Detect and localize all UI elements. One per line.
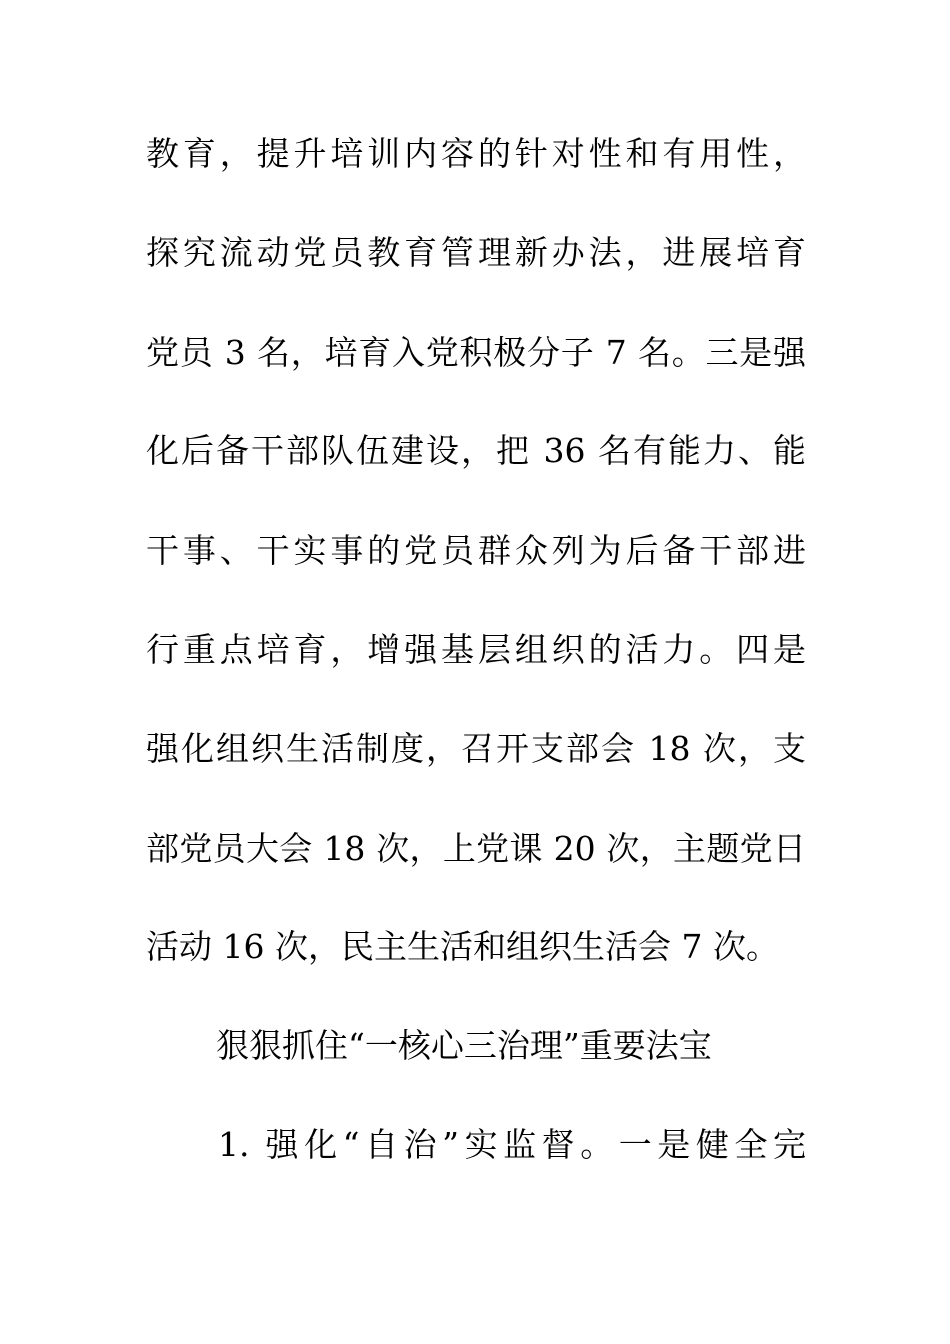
text-line: 行重点培育，增强基层组织的活力。四是 [146, 630, 806, 669]
text-line: 部党员大会 18 次，上党课 20 次，主题党日 [146, 829, 806, 868]
text-line: 党员 3 名，培育入党积极分子 7 名。三是强 [146, 333, 806, 372]
text-line: 探究流动党员教育管理新办法，进展培育 [146, 233, 806, 272]
text-line: 强化组织生活制度，召开支部会 18 次，支 [146, 729, 806, 768]
text-line: 化后备干部队伍建设，把 36 名有能力、能 [146, 431, 806, 470]
list-item-text: 1. 强化“自治”实监督。一是健全完 [218, 1125, 806, 1164]
text-line: 干事、干实事的党员群众列为后备干部进 [146, 531, 806, 570]
text-line: 教育，提升培训内容的针对性和有用性， [146, 134, 806, 173]
text-line: 活动 16 次，民主生活和组织生活会 7 次。 [146, 927, 779, 966]
section-heading: 狠狠抓住“一核心三治理”重要法宝 [216, 1026, 712, 1065]
